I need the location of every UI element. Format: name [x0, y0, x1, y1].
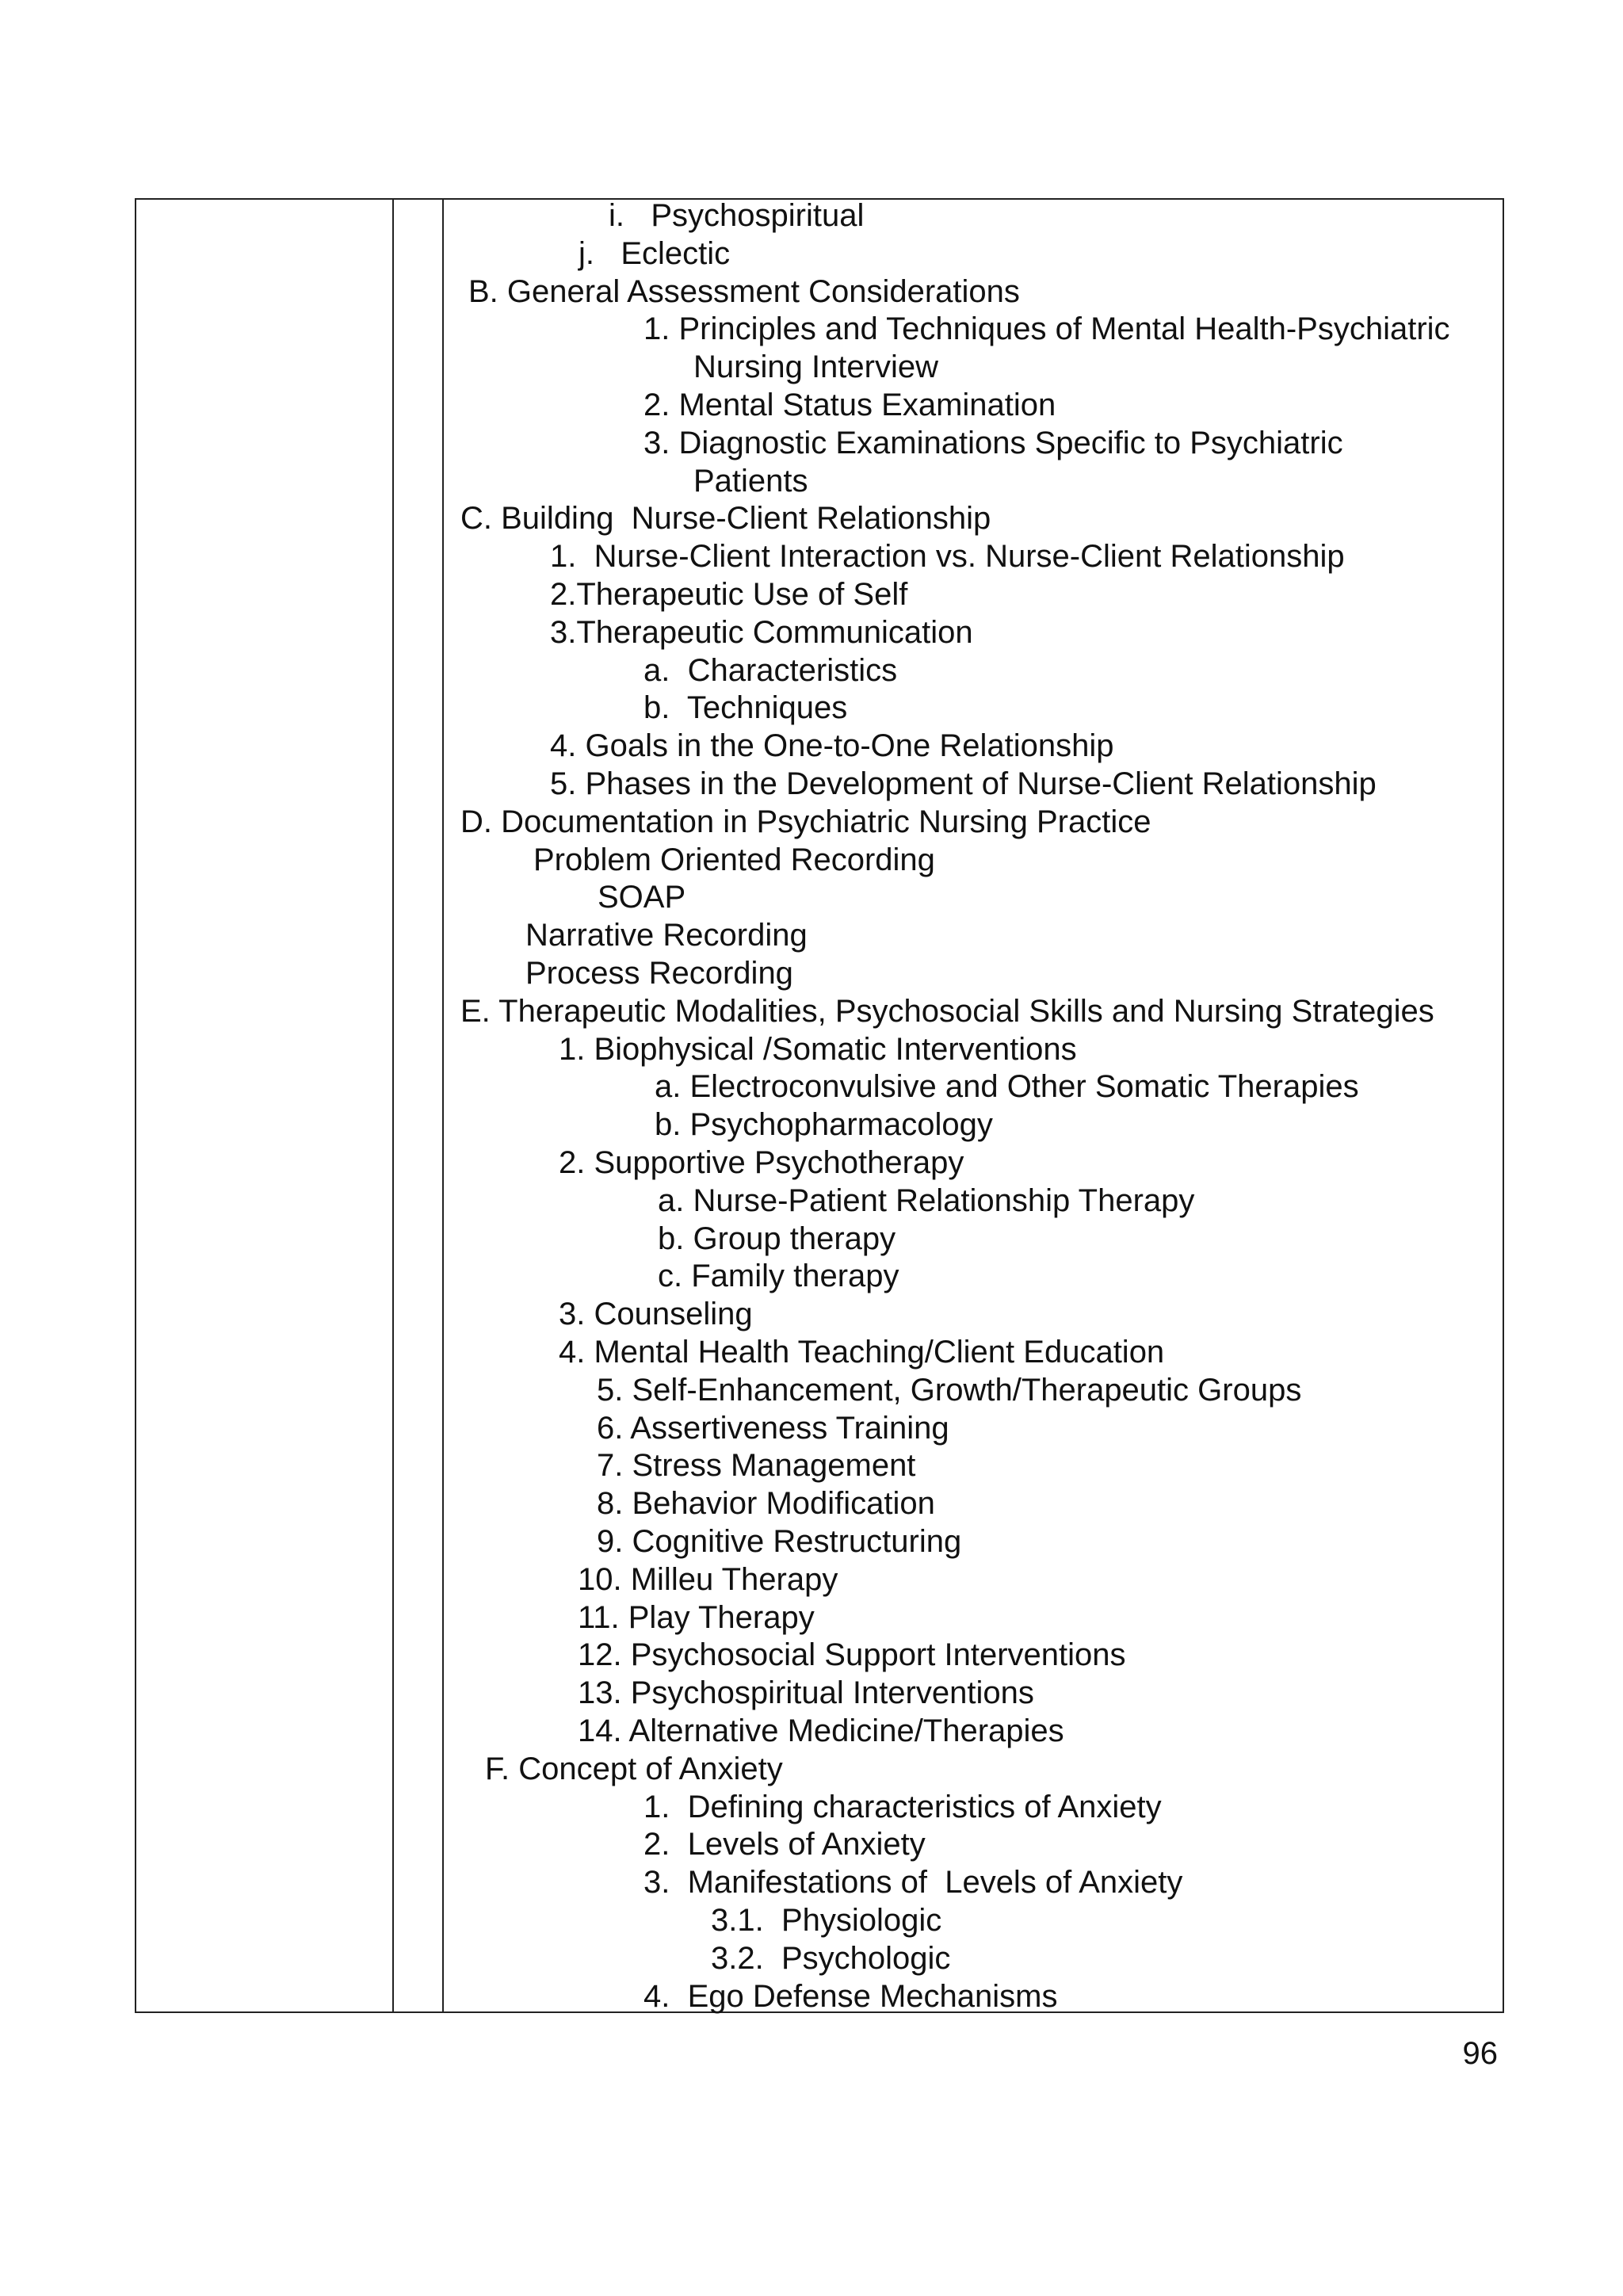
outline-item: C. Building Nurse-Client Relationship	[460, 501, 991, 536]
outline-item: 3. Counseling	[559, 1297, 753, 1331]
outline-item: 3.Therapeutic Communication	[550, 615, 973, 650]
outline-item: 4. Mental Health Teaching/Client Education	[559, 1335, 1165, 1370]
outline-item: F. Concept of Anxiety	[485, 1752, 783, 1786]
outline-item: 9. Cognitive Restructuring	[597, 1524, 962, 1559]
outline-item: Nursing Interview	[693, 350, 939, 384]
outline-item: SOAP	[598, 880, 686, 915]
outline-item: 1. Biophysical /Somatic Interventions	[559, 1032, 1077, 1067]
outline-item: a. Electroconvulsive and Other Somatic Therapies	[655, 1069, 1359, 1104]
outline-item: 5. Phases in the Development of Nurse-Client Relationship	[550, 766, 1377, 801]
outline-item: 4. Ego Defense Mechanisms	[643, 1979, 1058, 2014]
outline-item: 7. Stress Management	[597, 1448, 916, 1483]
outline-item: 2. Supportive Psychotherapy	[559, 1145, 964, 1180]
outline-item: 2. Mental Status Examination	[643, 388, 1056, 422]
outline-item: 11. Play Therapy	[578, 1600, 815, 1635]
outline-item: 3.1. Physiologic	[711, 1903, 942, 1938]
outline-item: 1. Nurse-Client Interaction vs. Nurse-Client Relationship	[550, 539, 1345, 574]
outline-item: 2.Therapeutic Use of Self	[550, 577, 908, 612]
outline-item: 12. Psychosocial Support Interventions	[578, 1637, 1126, 1672]
outline-item: c. Family therapy	[658, 1259, 899, 1293]
outline-item: 3.2. Psychologic	[711, 1941, 951, 1976]
outline-item: 4. Goals in the One-to-One Relationship	[550, 728, 1114, 763]
outline-table	[135, 198, 1504, 2013]
outline-item: Problem Oriented Recording	[533, 842, 935, 877]
outline-item: Process Recording	[525, 956, 793, 991]
outline-item: Narrative Recording	[525, 918, 808, 953]
outline-item: Patients	[693, 464, 808, 499]
outline-item: 6. Assertiveness Training	[597, 1411, 949, 1446]
outline-item: 1. Principles and Techniques of Mental Health-Psychiatric	[643, 311, 1450, 346]
outline-item: 14. Alternative Medicine/Therapies	[578, 1713, 1064, 1748]
outline-item: 5. Self-Enhancement, Growth/Therapeutic Groups	[597, 1373, 1302, 1408]
page-number: 96	[1462, 2036, 1498, 2071]
outline-item: 10. Milleu Therapy	[578, 1562, 838, 1597]
outline-item: j. Eclectic	[579, 236, 731, 271]
outline-content	[136, 198, 1503, 2014]
outline-item: b. Psychopharmacology	[655, 1107, 993, 1142]
outline-item: B. General Assessment Considerations	[468, 274, 1020, 309]
outline-item: 2. Levels of Anxiety	[643, 1827, 926, 1862]
outline-item: 3. Manifestations of Levels of Anxiety	[643, 1865, 1183, 1900]
outline-item: 1. Defining characteristics of Anxiety	[643, 1790, 1162, 1824]
outline-item: a. Nurse-Patient Relationship Therapy	[658, 1183, 1195, 1218]
outline-item: a. Characteristics	[643, 653, 898, 688]
outline-item: b. Techniques	[643, 690, 848, 725]
outline-item: i. Psychospiritual	[609, 198, 865, 233]
outline-item: E. Therapeutic Modalities, Psychosocial Skills and Nursing Strategies	[460, 994, 1434, 1029]
outline-item: D. Documentation in Psychiatric Nursing Practice	[460, 804, 1151, 839]
outline-item: 3. Diagnostic Examinations Specific to Psychiatric	[643, 426, 1343, 460]
outline-item: 13. Psychospiritual Interventions	[578, 1675, 1034, 1710]
outline-item: 8. Behavior Modification	[597, 1486, 935, 1521]
outline-item: b. Group therapy	[658, 1221, 896, 1256]
